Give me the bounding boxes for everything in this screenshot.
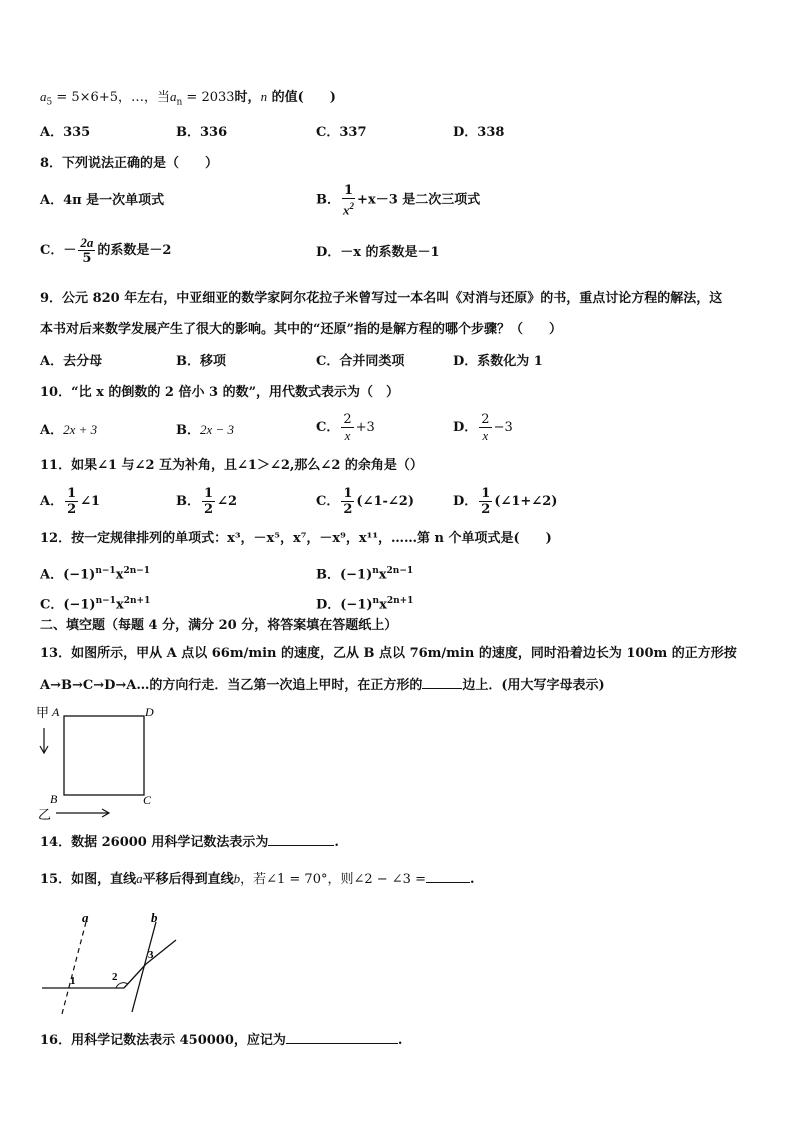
q16-stem (40, 1031, 402, 1050)
q15-post: . (469, 872, 475, 887)
q11-optb-den: 2 (204, 502, 214, 517)
q13-label-d: D (145, 705, 154, 719)
q8-option-a: A．4π 是一次单项式 (40, 193, 165, 208)
q8-optb-frac (342, 183, 355, 217)
q8-option-d: D．－x 的系数是－1 (316, 245, 440, 260)
q11-option-c (316, 486, 414, 517)
q11-optd-label: D． (453, 494, 478, 509)
q11-option-b (176, 486, 237, 517)
q8-stem: 8．下列说法正确的是（ ） (40, 156, 219, 171)
q15-label-1: 1 (70, 975, 76, 987)
q12-option-d (316, 592, 413, 614)
q8-optb-sup: 2 (349, 201, 355, 211)
q12-optc-base: C．(−1) (40, 597, 96, 613)
q14-answer-blank[interactable] (268, 833, 334, 846)
q10-option-b (176, 421, 234, 440)
q11-optc-den: 2 (343, 502, 353, 517)
q12-option-c (40, 592, 150, 614)
q11-optd-den: 2 (481, 502, 491, 517)
q10-stem: 10．“比 x 的倒数的 2 倍小 3 的数”，用代数式表示为（ ） (40, 385, 400, 400)
q10-optc-den: x (344, 428, 351, 443)
q9-line2: 本书对后来数学发展产生了很大的影响。其中的“还原”指的是解方程的哪个步骤？（ ） (40, 322, 562, 337)
q12-optb-x: x (378, 567, 387, 583)
q11-optc-num: 1 (343, 486, 353, 501)
q13-square (64, 716, 144, 795)
q12-optd-x: x (379, 597, 387, 613)
q7-a5: a (40, 89, 47, 104)
q12-opta-x: x (115, 567, 124, 583)
q11-optb-num: 1 (204, 486, 214, 501)
q15-label-2: 2 (112, 971, 118, 983)
q12-opta-e2: 2n−1 (123, 566, 151, 576)
q13-label-b: B (50, 792, 58, 806)
q10-option-d (453, 412, 513, 443)
q11-option-d (453, 486, 557, 517)
q9-option-b: B．移项 (176, 354, 226, 369)
q10-optc-frac (341, 412, 353, 443)
q11-opta-post: ∠1 (80, 494, 101, 509)
q13-label-jia: 甲 (36, 705, 50, 720)
q8-optb-post: +x－3 是二次三项式 (357, 192, 481, 208)
q12-option-b (316, 562, 413, 584)
q15-label-a: a (82, 910, 89, 925)
q13-line1: 13．如图所示，甲从 A 点以 66m/min 的速度，乙从 B 点以 76m/min 的速度，同时沿着边长为 100m 的正方形按 (40, 646, 737, 661)
q13-label-a: A (52, 705, 60, 719)
q16-answer-blank[interactable] (286, 1031, 398, 1044)
q10-optb-label: B． (176, 423, 200, 438)
q12-stem: 12．按一定规律排列的单项式：x³，－x⁵，x⁷，－x⁹，x¹¹，……第 n 个单项式是( ) (40, 531, 552, 546)
q8-optc-frac (78, 235, 95, 266)
q13-figure (30, 700, 170, 825)
q13-line2 (40, 676, 605, 695)
q7-eq: = 5×6+5，…，当 (52, 90, 170, 105)
q11-optb-frac (202, 486, 215, 517)
q10-optb-expr: 2x − 3 (200, 422, 235, 437)
q7-n: n (260, 89, 268, 104)
q12-optd-e2: 2n+1 (386, 596, 414, 606)
q7-option-d: D．338 (453, 125, 505, 140)
q7-option-c: C．337 (316, 125, 367, 140)
q14-post: . (334, 835, 339, 850)
q15-line-a (62, 922, 86, 1014)
q10-optd-post: −3 (493, 420, 513, 435)
q8-optc-num: 2a (80, 235, 94, 250)
q10-optc-label: C． (316, 420, 340, 435)
q15-label-3: 3 (148, 949, 154, 961)
q8-optb-pre: B． (316, 192, 340, 208)
q11-stem: 11．如果∠1 与∠2 互为补角，且∠1＞∠2,那么∠2 的余角是（） (40, 458, 423, 473)
q16-post: . (397, 1033, 403, 1048)
q16-pre: 16．用科学记数法表示 450000，应记为 (40, 1033, 286, 1048)
q12-opta-base: A．(−1) (40, 567, 96, 583)
q14-pre: 14．数据 26000 用科学记数法表示为 (40, 835, 269, 850)
q12-optb-base: B．(−1) (316, 567, 373, 583)
q11-optd-frac (479, 486, 492, 517)
q7-an: a (170, 89, 177, 104)
q8-option-b (316, 183, 480, 217)
q10-optd-num: 2 (481, 412, 490, 427)
q10-option-c (316, 412, 375, 443)
q11-opta-den: 2 (67, 502, 77, 517)
q15-label-b: b (151, 910, 158, 925)
q10-optd-label: D． (453, 420, 478, 435)
q12-optb-e1: n (372, 566, 379, 576)
q10-optd-frac (479, 412, 491, 443)
q15-pre: 15．如图，直线 (40, 872, 137, 887)
q15-a: a (136, 871, 143, 886)
q11-option-a (40, 486, 100, 517)
q12-optb-e2: 2n−1 (386, 566, 414, 576)
q7-end: 的值( ) (267, 90, 336, 105)
q13-answer-blank[interactable] (422, 676, 462, 689)
q10-opta-label: A． (40, 423, 64, 438)
q11-optc-frac (341, 486, 354, 517)
q12-optd-base: D．(−1) (316, 597, 373, 613)
q10-optc-post: +3 (355, 420, 375, 435)
q10-option-a (40, 421, 97, 440)
q7-subn: n (176, 97, 183, 108)
q15-mid2: ，若∠1 = 70°，则∠2 − ∠3 = (240, 872, 426, 887)
q13-line2-post: 边上．(用大写字母表示) (462, 678, 605, 693)
q8-optc-den: 5 (82, 251, 92, 266)
q7-stem (40, 88, 336, 112)
q10-opta-expr: 2x + 3 (63, 422, 98, 437)
q11-optd-post: (∠1+∠2) (494, 494, 558, 509)
q15-bent-segment (124, 964, 146, 988)
q12-optc-e1: n−1 (95, 596, 116, 606)
q12-opta-e1: n−1 (95, 566, 116, 576)
q8-optb-den: x (343, 202, 350, 218)
q13-label-c: C (143, 793, 152, 807)
q14-stem (40, 833, 339, 852)
q11-optd-num: 1 (481, 486, 491, 501)
q13-line2-pre: A→B→C→D→A…的方向行走．当乙第一次追上甲时，在正方形的 (40, 678, 423, 693)
q15-figure (36, 908, 186, 1018)
q7-sub5: 5 (46, 97, 53, 108)
q8-optb-num: 1 (344, 183, 354, 198)
q11-optc-label: C． (316, 494, 340, 509)
q13-label-yi: 乙 (38, 807, 52, 822)
q12-optc-e2: 2n+1 (123, 596, 151, 606)
q10-optc-num: 2 (343, 412, 352, 427)
q11-opta-num: 1 (67, 486, 77, 501)
q11-optb-label: B． (176, 494, 200, 509)
q9-option-c: C．合并同类项 (316, 354, 405, 369)
q15-stem (40, 870, 475, 889)
q7-option-b: B．336 (176, 125, 228, 140)
q7-eq2: = 2033 (182, 90, 235, 105)
q7-tail: 时， (234, 90, 261, 105)
q10-optd-den: x (482, 428, 489, 443)
q15-b: b (233, 871, 241, 886)
q15-mid: 平移后得到直线 (142, 872, 234, 887)
q11-optc-post: (∠1-∠2) (356, 494, 414, 509)
q15-answer-blank[interactable] (426, 870, 470, 883)
q12-optd-e1: n (372, 596, 380, 606)
q12-option-a (40, 562, 150, 584)
q9-option-a: A．去分母 (40, 354, 103, 369)
q8-option-c (40, 235, 171, 266)
q9-option-d: D．系数化为 1 (453, 354, 543, 369)
q8-optc-pre: C．－ (40, 243, 77, 258)
q9-line1: 9．公元 820 年左右，中亚细亚的数学家阿尔花拉子米曾写过一本名叫《对消与还原》的书，重点讨论方程的解法，这 (40, 291, 723, 306)
q11-optb-post: ∠2 (217, 494, 237, 509)
q11-opta-frac (65, 486, 78, 517)
q12-optc-x: x (115, 597, 124, 613)
section-heading: 二、填空题（每题 4 分，满分 20 分，将答案填在答题纸上） (40, 618, 398, 633)
q11-opta-label: A． (40, 494, 64, 509)
q8-optc-post: 的系数是－2 (97, 243, 172, 258)
q7-option-a: A．335 (40, 125, 91, 140)
